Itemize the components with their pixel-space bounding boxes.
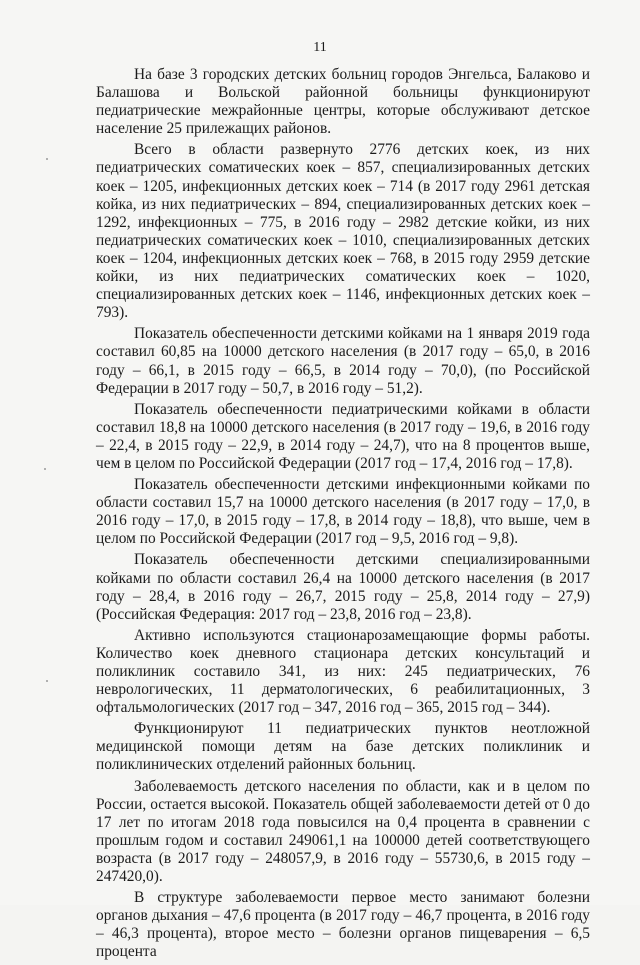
paragraph-infectious-beds: Показатель обеспеченности детскими инфекционными койками по области составил 15,7 на 10000 детского населения (в 2017 году – 17,0, в 2016 году – 17,0, в 2015 году – 17,8, в 2014 году – 18,8), что выше, чем в целом по Российской Федерации (2017 год – 9,5, 2016 год – 9,8). <box>96 476 590 548</box>
paragraph-bed-provision: Показатель обеспеченности детскими койками на 1 января 2019 года составил 60,85 на 10000 детского населения (в 2017 году – 65,0, в 2016 году – 66,1, в 2015 году – 66,5, в 2014 году – 70,0), (по Российской Федерации в 2017 году – 50,7, в 2016 году – 51,2). <box>96 325 590 397</box>
paragraph-morbidity: Заболеваемость детского населения по области, как и в целом по России, остается высокой. Показатель общей заболеваемости детей от 0 до 17 лет по итогам 2018 года повысился на 0,4 процента в сравнении с прошлым годом и составил 249061,1 на 100000 детей соответствующего возраста (в 2017 году – 248057,9, в 2016 году – 55730,6, в 2015 году – 247420,0). <box>96 777 590 886</box>
scan-speck <box>46 680 48 682</box>
paragraph-morbidity-structure: В структуре заболеваемости первое место занимают болезни органов дыхания – 47,6 процента (в 2017 году – 46,7 процента, в 2016 году – 46,3 процента), второе место – болезни органов пищеварения – 6,5 процента <box>96 889 590 961</box>
paragraph-day-hospital: Активно используются стационарозамещающие формы работы. Количество коек дневного стационара детских консультаций и поликлиник составило 341, из них: 245 педиатрических, 76 неврологических, 11 дерматологических, 6 реабилитационных, 3 офтальмологических (2017 год – 347, 2016 год – 365, 2015 год – 344). <box>96 626 590 717</box>
paragraph-pediatric-beds: Показатель обеспеченности педиатрическими койками в области составил 18,8 на 10000 детского населения (в 2017 году – 19,6, в 2016 году – 22,4, в 2015 году – 22,9, в 2014 году – 24,7), что на 8 процентов выше, чем в целом по Российской Федерации (2017 год – 17,4, 2016 год – 17,8). <box>96 400 590 472</box>
scan-speck <box>46 158 48 160</box>
paragraph-emergency-points: Функционируют 11 педиатрических пунктов неотложной медицинской помощи детям на базе детских поликлиник и поликлинических отделений районных больниц. <box>96 720 590 774</box>
scan-speck <box>44 468 46 470</box>
paragraph-bed-count: Всего в области развернуто 2776 детских коек, из них педиатрических соматических коек – 857, специализированных детских коек – 1205, инфекционных детских коек – 714 (в 2017 году 2961 детская койка, из них педиатрических – 894, специализированных детских коек – 1292, инфекционных – 775, в 2016 году – 2982 детские койки, из них педиатрических соматических коек – 1010, специализированных детских коек – 1204, инфекционных детских коек – 768, в 2015 году 2959 детские койки, из них педиатрических соматических коек – 1020, специализированных детских коек – 1146, инфекционных детских коек – 793). <box>96 141 590 322</box>
page-number: 11 <box>313 40 327 55</box>
document-body <box>96 66 590 965</box>
paragraph-specialized-beds: Показатель обеспеченности детскими специализированными койками по области составил 26,4 на 10000 детского населения (в 2017 году – 28,4, в 2016 году – 26,7, 2015 году – 25,8, 2014 году – 27,9) (Российская Федерация: 2017 год – 23,8, 2016 год – 23,8). <box>96 551 590 623</box>
paragraph-interdistrict-centers: На базе 3 городских детских больниц городов Энгельса, Балаково и Балашова и Вольской районной больницы функционируют педиатрические межрайонные центры, которые обслуживают детское население 25 прилежащих районов. <box>96 66 590 138</box>
